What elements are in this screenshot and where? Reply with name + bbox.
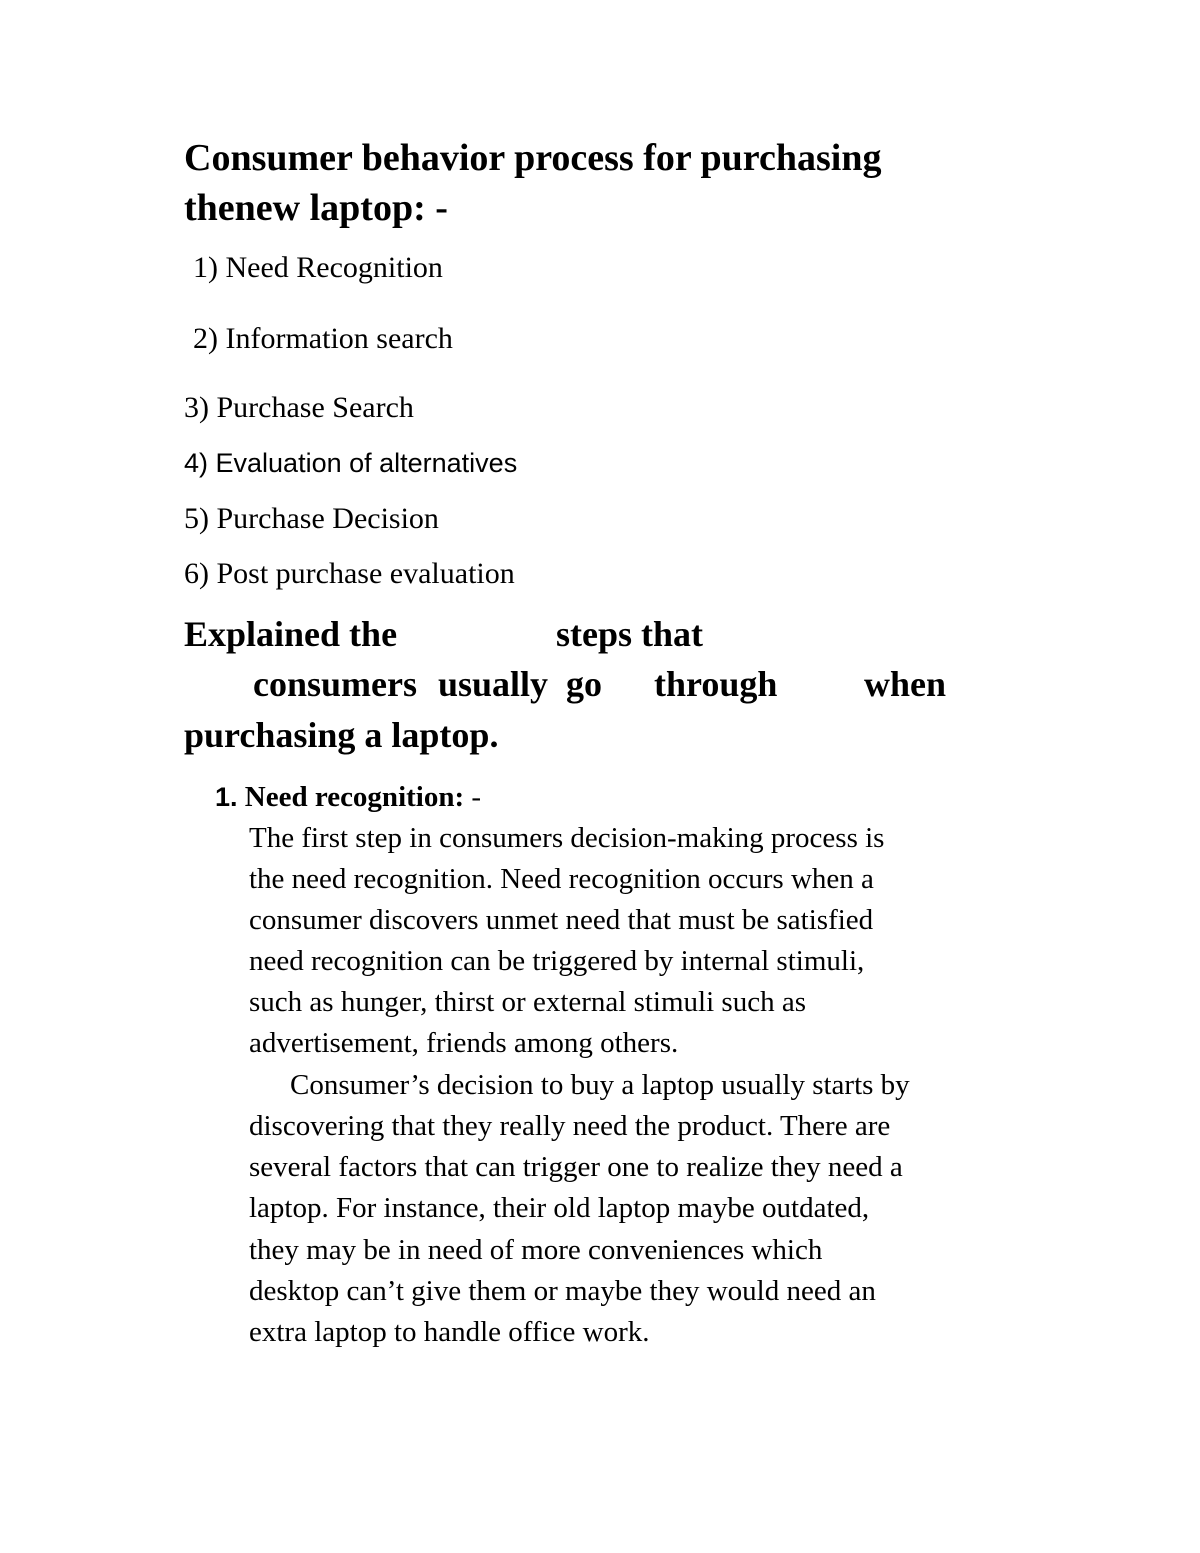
heading2-word: Explained the	[184, 614, 398, 654]
paragraph-line: need recognition can be triggered by internal stimuli,	[249, 945, 865, 977]
heading2-word: steps that	[556, 614, 704, 654]
step-item-4: 4) Evaluation of alternatives	[184, 448, 518, 478]
paragraph-line: The first step in consumers decision-making process is	[249, 822, 885, 854]
paragraph-line: discovering that they really need the product. There are	[249, 1110, 891, 1142]
heading2-word: usually	[438, 664, 549, 704]
step-item-3: 3) Purchase Search	[184, 391, 414, 424]
step-item-5: 5) Purchase Decision	[184, 502, 439, 535]
paragraph-line: Consumer’s decision to buy a laptop usually starts by	[290, 1069, 910, 1101]
step-item-6: 6) Post purchase evaluation	[184, 557, 515, 590]
paragraph-line: such as hunger, thirst or external stimuli such as	[249, 986, 806, 1018]
step-item-1: 1) Need Recognition	[193, 251, 443, 284]
paragraph-line: the need recognition. Need recognition occurs when a	[249, 863, 874, 895]
paragraph-line: consumer discovers unmet need that must be satisfied	[249, 904, 874, 936]
paragraph-line: several factors that can trigger one to realize they need a	[249, 1151, 903, 1183]
heading2-word: when	[864, 664, 947, 704]
heading2-word: purchasing a laptop.	[184, 715, 499, 755]
step-item-2: 2) Information search	[193, 322, 453, 355]
title-line-1: Consumer behavior process for purchasing	[184, 137, 882, 179]
heading2-word: consumers	[253, 664, 417, 704]
paragraph-line: extra laptop to handle office work.	[249, 1316, 650, 1348]
heading2-word: go	[566, 664, 602, 704]
paragraph-line: advertisement, friends among others.	[249, 1027, 679, 1059]
heading2-word: through	[654, 664, 778, 704]
paragraph-line: they may be in need of more conveniences which	[249, 1234, 823, 1266]
paragraph-line: laptop. For instance, their old laptop maybe outdated,	[249, 1192, 870, 1224]
section-label: Need recognition:	[244, 781, 465, 813]
section-number: 1.	[215, 782, 238, 812]
section-heading	[215, 780, 481, 814]
paragraph-line: desktop can’t give them or maybe they would need an	[249, 1275, 876, 1307]
section-suffix: -	[464, 781, 482, 813]
title-line-2: thenew laptop: -	[184, 187, 448, 229]
